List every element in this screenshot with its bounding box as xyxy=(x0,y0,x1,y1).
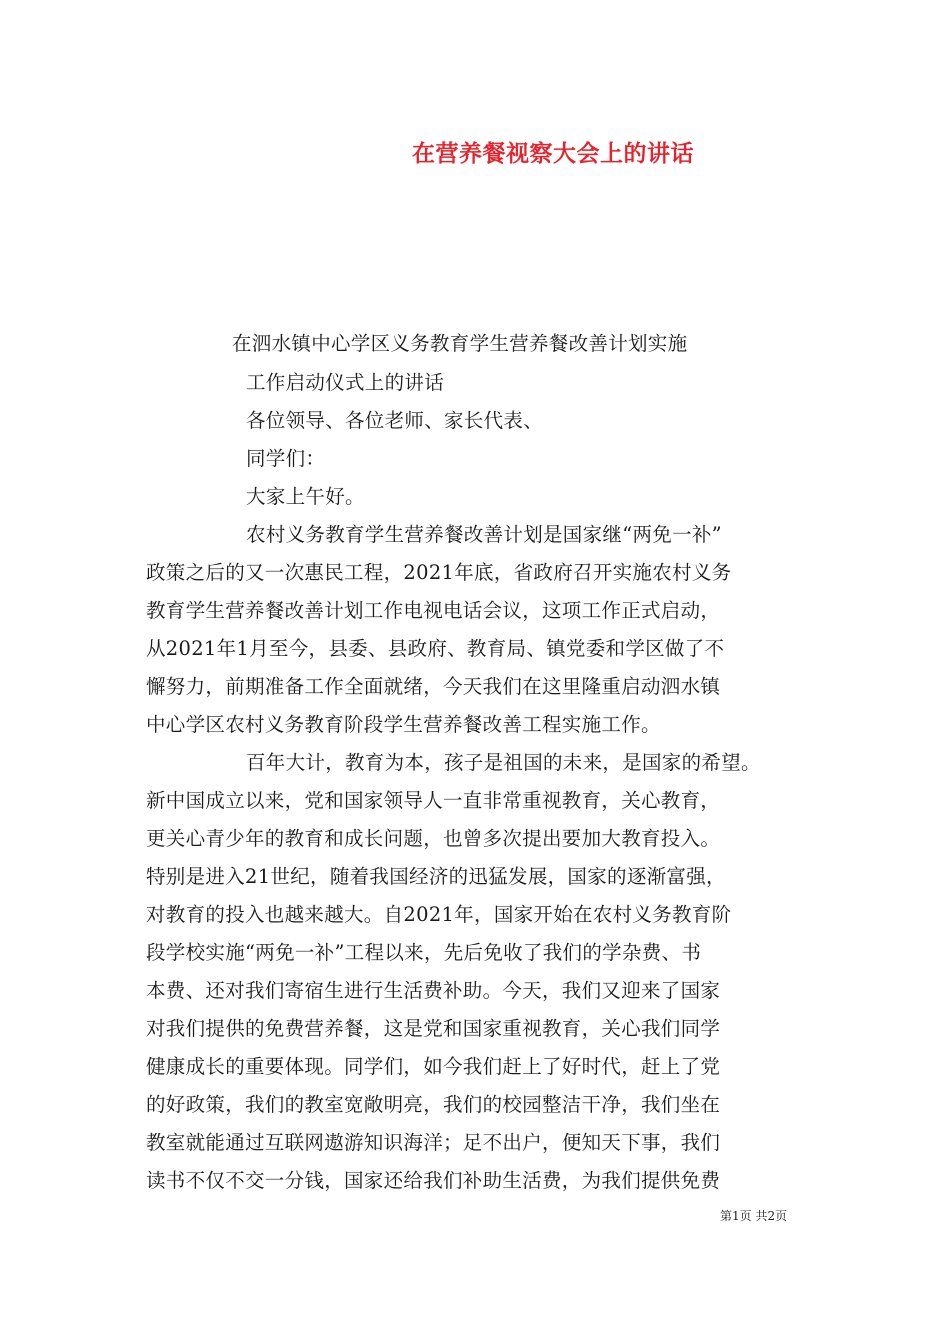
text-line: 特别是进入21世纪，随着我国经济的迅猛发展，国家的逐渐富强， xyxy=(146,865,726,888)
text-line: 各位领导、各位老师、家长代表、 xyxy=(246,409,544,432)
text-line: 在泗水镇中心学区义务教育学生营养餐改善计划实施 xyxy=(232,332,688,355)
text-line: 同学们： xyxy=(246,447,326,470)
text-line: 教室就能通过互联网遨游知识海洋；足不出户，便知天下事，我们 xyxy=(146,1131,721,1154)
text-line: 从2021年1月至今，县委、县政府、教育局、镇党委和学区做了不 xyxy=(146,637,725,660)
text-line: 懈努力，前期准备工作全面就绪，今天我们在这里隆重启动泗水镇 xyxy=(146,675,721,698)
text-line: 农村义务教育学生营养餐改善计划是国家继“两免一补” xyxy=(246,523,722,546)
text-line: 段学校实施“两免一补”工程以来，先后免收了我们的学杂费、书 xyxy=(146,941,702,964)
text-line: 政策之后的又一次惠民工程，2021年底，省政府召开实施农村义务 xyxy=(146,561,732,584)
text-line: 的好政策，我们的教室宽敞明亮，我们的校园整洁干净，我们坐在 xyxy=(146,1093,721,1116)
text-line: 工作启动仪式上的讲话 xyxy=(246,371,445,394)
text-line: 大家上午好。 xyxy=(246,485,365,508)
text-line: 新中国成立以来，党和国家领导人一直非常重视教育，关心教育， xyxy=(146,789,721,812)
text-line: 健康成长的重要体现。同学们，如今我们赶上了好时代，赶上了党 xyxy=(146,1055,721,1078)
document-title: 在营养餐视察大会上的讲话 xyxy=(412,140,694,167)
text-line: 教育学生营养餐改善计划工作电视电话会议，这项工作正式启动， xyxy=(146,599,721,622)
text-line: 更关心青少年的教育和成长问题，也曾多次提出要加大教育投入。 xyxy=(146,827,721,850)
text-line: 读书不仅不交一分钱，国家还给我们补助生活费，为我们提供免费 xyxy=(146,1169,721,1192)
text-line: 对我们提供的免费营养餐，这是党和国家重视教育，关心我们同学 xyxy=(146,1017,721,1040)
text-line: 本费、还对我们寄宿生进行生活费补助。今天，我们又迎来了国家 xyxy=(146,979,721,1002)
text-line: 中心学区农村义务教育阶段学生营养餐改善工程实施工作。 xyxy=(146,713,661,736)
page-number-footer: 第1页 共2页 xyxy=(720,1209,788,1223)
text-line: 百年大计，教育为本，孩子是祖国的未来，是国家的希望。 xyxy=(246,751,761,774)
text-line: 对教育的投入也越来越大。自2021年，国家开始在农村义务教育阶 xyxy=(146,903,732,926)
